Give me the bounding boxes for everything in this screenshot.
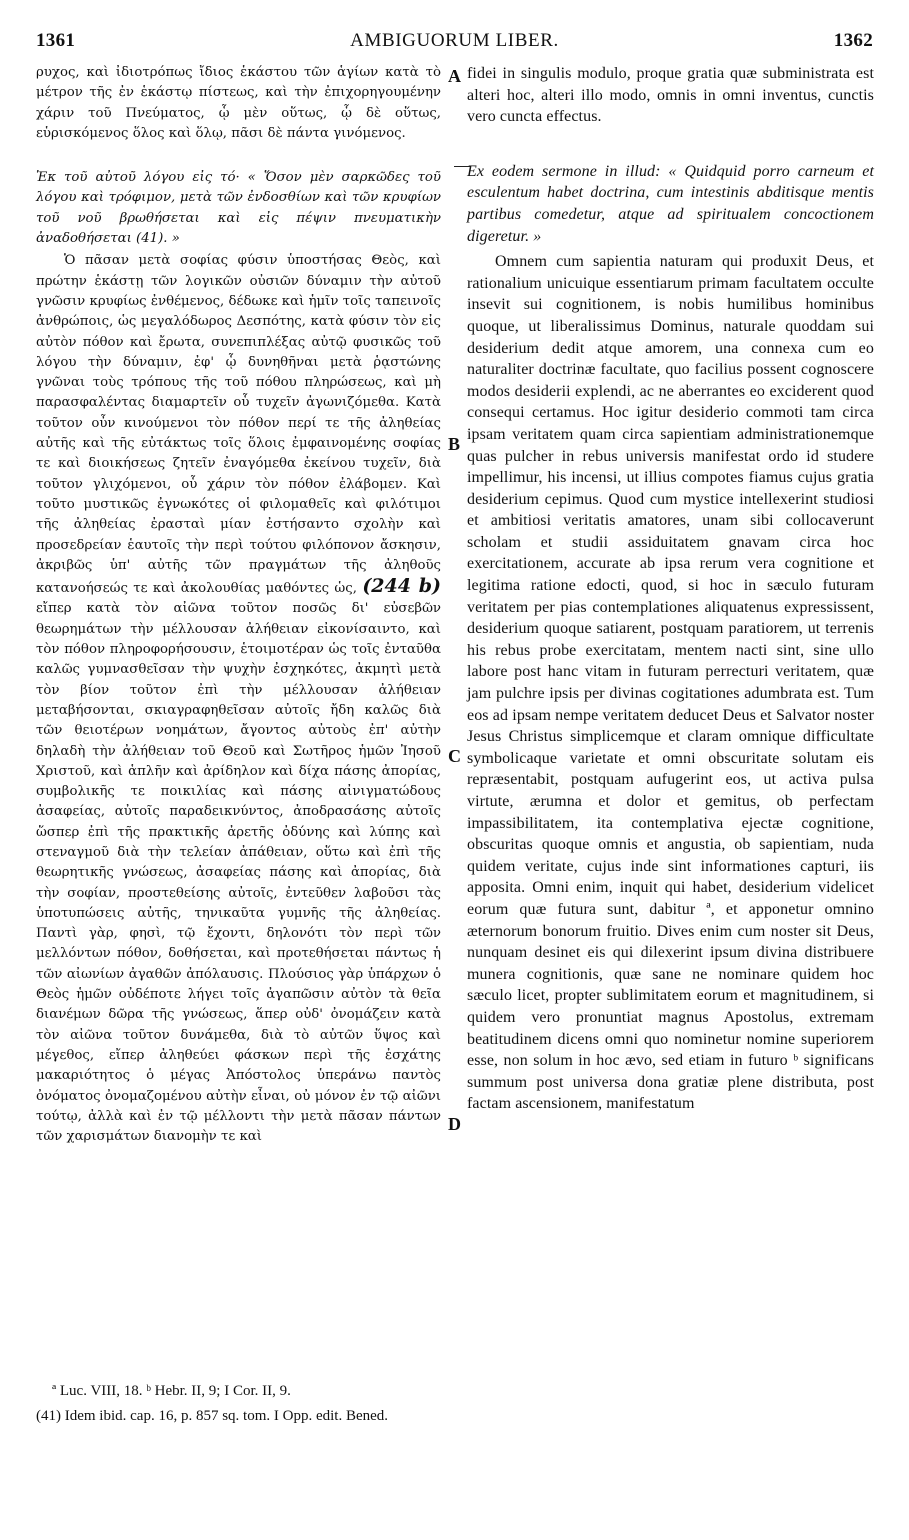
margin-letter-c: C <box>448 746 461 766</box>
page-number-left: 1361 <box>36 30 76 51</box>
margin-letter-a: A <box>448 66 461 86</box>
latin-column <box>467 63 874 1115</box>
scripture-footnotes: ª Luc. VIII, 18. ᵇ Hebr. II, 9; I Cor. II, 9. <box>52 1383 291 1399</box>
margin-letter-d: D <box>448 1114 461 1134</box>
greek-lemma: Ἐκ τοῦ αὐτοῦ λόγου εἰς τό· « Ὅσον μὲν σαρκῶδες τοῦ λόγου καὶ τρόφιμον, μετὰ τῶν ἐνδοσθίων καὶ τῶν κρυφίων τοῦ νοῦ βρωθήσεται καὶ εἰς πέψιν πνευματικὴν ἀναδοθήσεται (41). » <box>36 170 441 247</box>
greek-body-part-2: εἴπερ κατὰ τὸν αἰῶνα τοῦτον ποσῶς δι' εὐσεβῶν θεωρημάτων τὴν μέλλουσαν ἀλήθειαν εἰκονίσαιντο, καὶ τὸν πόθον πληροφορήσουσιν, ἑτοιμοτέραν ὡς τοῖς ἐνταῦθα καλῶς γυμνασθεῖσαν τὴν ψυχὴν ἐσχηκότες, ἀκμητὶ μετὰ τὸν βίον τοῦτον ἐπὶ τὴν μέλλουσαν ἀλήθειαν μεταβήσονται, σκιαγραφηθεῖσαν αὐτοῖς ἤδη καλῶς διὰ τῶν θειοτέρων νοημάτων, ἄγοντος αὐτοὺς ἐπ' αὐτὴν δηλαδὴ τὴν ἀλήθειαν τοῦ Θεοῦ καὶ Σωτῆρος ἡμῶν Ἰησοῦ Χριστοῦ, καὶ ἁπλῆν καὶ ἀρίδηλον καὶ δίχα πάσης ἀπορίας, συμβολικῆς τε ποικιλίας καὶ πάσης αἰνιγματώδους ἀσαφείας, αὐτοῖς παραδεικνύντος, ἀποδρασάσης αὐτοῖς ὥσπερ ἐπὶ τῆς πρακτικῆς ἀρετῆς ὀδύνης καὶ λύπης καὶ στεναγμοῦ διὰ τὴν τελείαν ἀπάθειαν, οὕτω καὶ ἐπὶ τῆς θεωρητικῆς γνώσεως, ἀσαφείας πάσης καὶ ἀπορίας, διὰ τὴν σοφίαν, προστεθείσης αὐτοῖς, ἐντεῦθεν λαβοῦσι τὰς ὑποτυπώσεις αὐτῆς, τηνικαῦτα γυμνῆς τῆς ἀληθείας. Παντὶ γὰρ, φησὶ, τῷ ἔχοντι, δηλονότι τὸν περὶ τῶν μελλόντων πόθον, δοθήσεται, καὶ προτεθήσεται πάντως ἡ τῶν αἰωνίων ἀγαθῶν ἀπόλαυσις. Πλούσιος γὰρ ὑπάρχων ὁ Θεὸς ἡμῶν οὐδέποτε λήγει τοῖς ἀγαπῶσιν αὐτὸν τὰ θεῖα διανέμων δῶρα τῆς γνώσεως, ἅπερ οὐδ' ὀνομάζειν κατὰ τὸν αἰῶνα τοῦτον δυνάμεθα, διὰ τὸ αὐτῶν ὕψος καὶ μέγεθος, εἴπερ ἀληθεύει φάσκων περὶ τῆς ἐσχάτης μακαριότητος ὁ μέγας Ἀπόστολος ὑπεράνω παντὸς ὀνόματος ὀνομαζομένου αὐτὴν εἶναι, οὐ μόνον ἐν τῷ αἰῶνι τούτῳ, ἀλλὰ καὶ ἐν τῷ μέλλοντι τὴν μετὰ πᾶσαν πάντων τῶν χαρισμάτων διανομὴν τε καὶ <box>36 601 441 1145</box>
margin-letter-b: B <box>448 434 461 454</box>
editor-footnote: (41) Idem ibid. cap. 16, p. 857 sq. tom. I Opp. edit. Bened. <box>36 1408 389 1424</box>
latin-body-paragraph: Omnem cum sapientia naturam qui produxit Deus, et rationalium unicuique essentiarum primam facultatem occulte insevit sui cognitionem, is nobis humilibus hominibus quoque, ut liberalissimus Dominus, naturale quoddam sui desiderium dedit atque amorem, una connexa cum eo naturaliter doctrinæ facultate, quo facilius possent cognoscere modos desiderii explendi, ac ne aberrantes eo exciderent quod consequi certamus. Hoc igitur desiderio commoti tam circa ipsam veritatem quam circa sapientiam administrationemque quas pulcher in rebus universis manifestat ordo id studere impellimur, his incensi, ut illius compotes fiamus cujus gratia desiderium cepimus. Quod cum mystice intellexerint studiosi et ambitiosi veritatis amatores, unam sibi collocaverunt scholam et studii assiduitatem gnavam circa hoc exercitationem, accurate ab ipsa rerum vera cognitione et legitima ratione edocti, quod, si hoc in sæculo futuram veritatem per pias contemplationes aliquatenus expressissent, desiderium quoque satiarent, postquam paratiorem, ut terrenis his rebus probe exercitatam, mentem nacti sint, sine ullo labore post hanc vitam in futuram perrecturi veritatem, quæ jam pulchre ipsis per divinas cogitationes adumbrata est. Tum eos ad ipsam nempe veritatem deducet Deus et Salvator noster Jesus Christus simplicemque et claram omnique difficultate symbolicaque varietate et omni obscuritate solutam eis repræsentabit, postquam aufugerint eos, ut activa pulsa virtute, ærumna et dolor et gemitus, ob perfectam impassibilitatem, ita contemplativa ejectæ cognitione, obscuritas quoque omnis et angustia, ob sapientiam, nuda quidem veritate, cujus inde sint informationes capturi, iis apposita. Omni enim, inquit qui habet, desiderium videlicet eorum quæ futura sunt, dabitur ª, et apponetur omnino æternorum bonorum fruitio. Dives enim cum noster sit Deus, nunquam desinet eis qui dilexerint ipsum divina distribuere munera cognitionis, quæ sane ne nominare quidem hoc sæculo licet, propter sublimitatem eorum et magnitudinem, si quidem vero pronuntiat magnus Apostolus, extremam beatitudinem dicens omni quo nominetur nomine superiorem esse, non solum in hoc ævo, sed etiam in futuro ᵇ significans summum post universa dona gratiæ plene distributa, post factam ascensionem, manifestatum <box>467 253 874 1113</box>
greek-body-part-1: Ὁ πᾶσαν μετὰ σοφίας φύσιν ὑποστήσας Θεὸς, καὶ πρώτην ἑκάστῃ τῶν λογικῶν οὐσιῶν δύναμιν τὴν αὐτοῦ γνῶσιν κρυφίως ἐνθέμενος, δέδωκε καὶ ἡμῖν τοῖς ταπεινοῖς ἀνθρώποις, ὡς μεγαλόδωρος Δεσπότης, κατὰ φύσιν τὸν εἰς αὐτὸν πόθον καὶ ἔρωτα, συνεπιπλέξας αὐτῷ φυσικῶς τοῦ λόγου τὴν δύναμιν, ἐφ' ᾧ δυνηθῆναι μετὰ ῥᾳστώνης γνῶναι τοὺς τρόπους τῆς τοῦ πόθου πληρώσεως, καὶ μὴ παρασφαλέντας διαμαρτεῖν οὗ τυχεῖν ἀγωνιζόμεθα. Κατὰ τοῦτον οὖν κινούμενοι τὸν πόθον περί τε τῆς ἀληθείας αὐτῆς καὶ τῆς εὐτάκτως τοῖς ὅλοις ἐμφαινομένης σοφίας τε καὶ διοικήσεως ζητεῖν ἐναγόμεθα ἐκείνου τυχεῖν, διὰ τοῦτον γλιχόμενοι, οὗ χάριν τὸν πόθον ἐλάβομεν. Καὶ τοῦτο μυστικῶς ἐγνωκότες οἱ φιλομαθεῖς καὶ φιλότιμοι τῆς ἀληθείας ἐρασταὶ μίαν ἐστήσαντο σχολὴν καὶ προσεδρείαν ἑαυτοῖς τὴν περὶ τούτου φιλόπονον ἄσκησιν, ἀκριβῶς ὑπ' αὐτῆς τῶν πραγμάτων τῆς ἀληθοῦς κατανοήσεώς τε καὶ ἀκολουθίας μαθόντες ὡς, <box>36 253 441 597</box>
greek-column <box>36 63 441 1147</box>
running-title: AMBIGUORUM LIBER. <box>350 30 559 51</box>
column-marker: (244 b) <box>362 575 441 598</box>
page-number-right: 1362 <box>833 30 873 51</box>
greek-body-paragraph <box>36 251 441 1147</box>
latin-lemma: Ex eodem sermone in illud: « Quidquid porro carneum et esculentum habet doctrina, cum intestinis abditisque mentis partibus comedetur, atque ad spiritualem concoctionem digeretur. » <box>467 162 874 245</box>
greek-top-paragraph: ρυχος, καὶ ἰδιοτρόπως ἴδιος ἑκάστου τῶν ἁγίων κατὰ τὸ μέτρον τῆς ἐν ἑκάστῳ πίστεως, καὶ τὴν ἐπιχορηγουμένην χάριν τοῦ Πνεύματος, ᾧ μὲν οὕτως, ᾧ δὲ οὕτως, εὑρισκόμενος ὅλος καὶ ὅλῳ, πᾶσι δὲ πάντα γινόμενος. <box>36 65 441 141</box>
latin-top-paragraph: fidei in singulis modulo, proque gratia quæ subministrata est alteri hoc, alteri illo modo, omnis in omni inventus, cunctis vero cuncta effectus. <box>467 65 874 126</box>
